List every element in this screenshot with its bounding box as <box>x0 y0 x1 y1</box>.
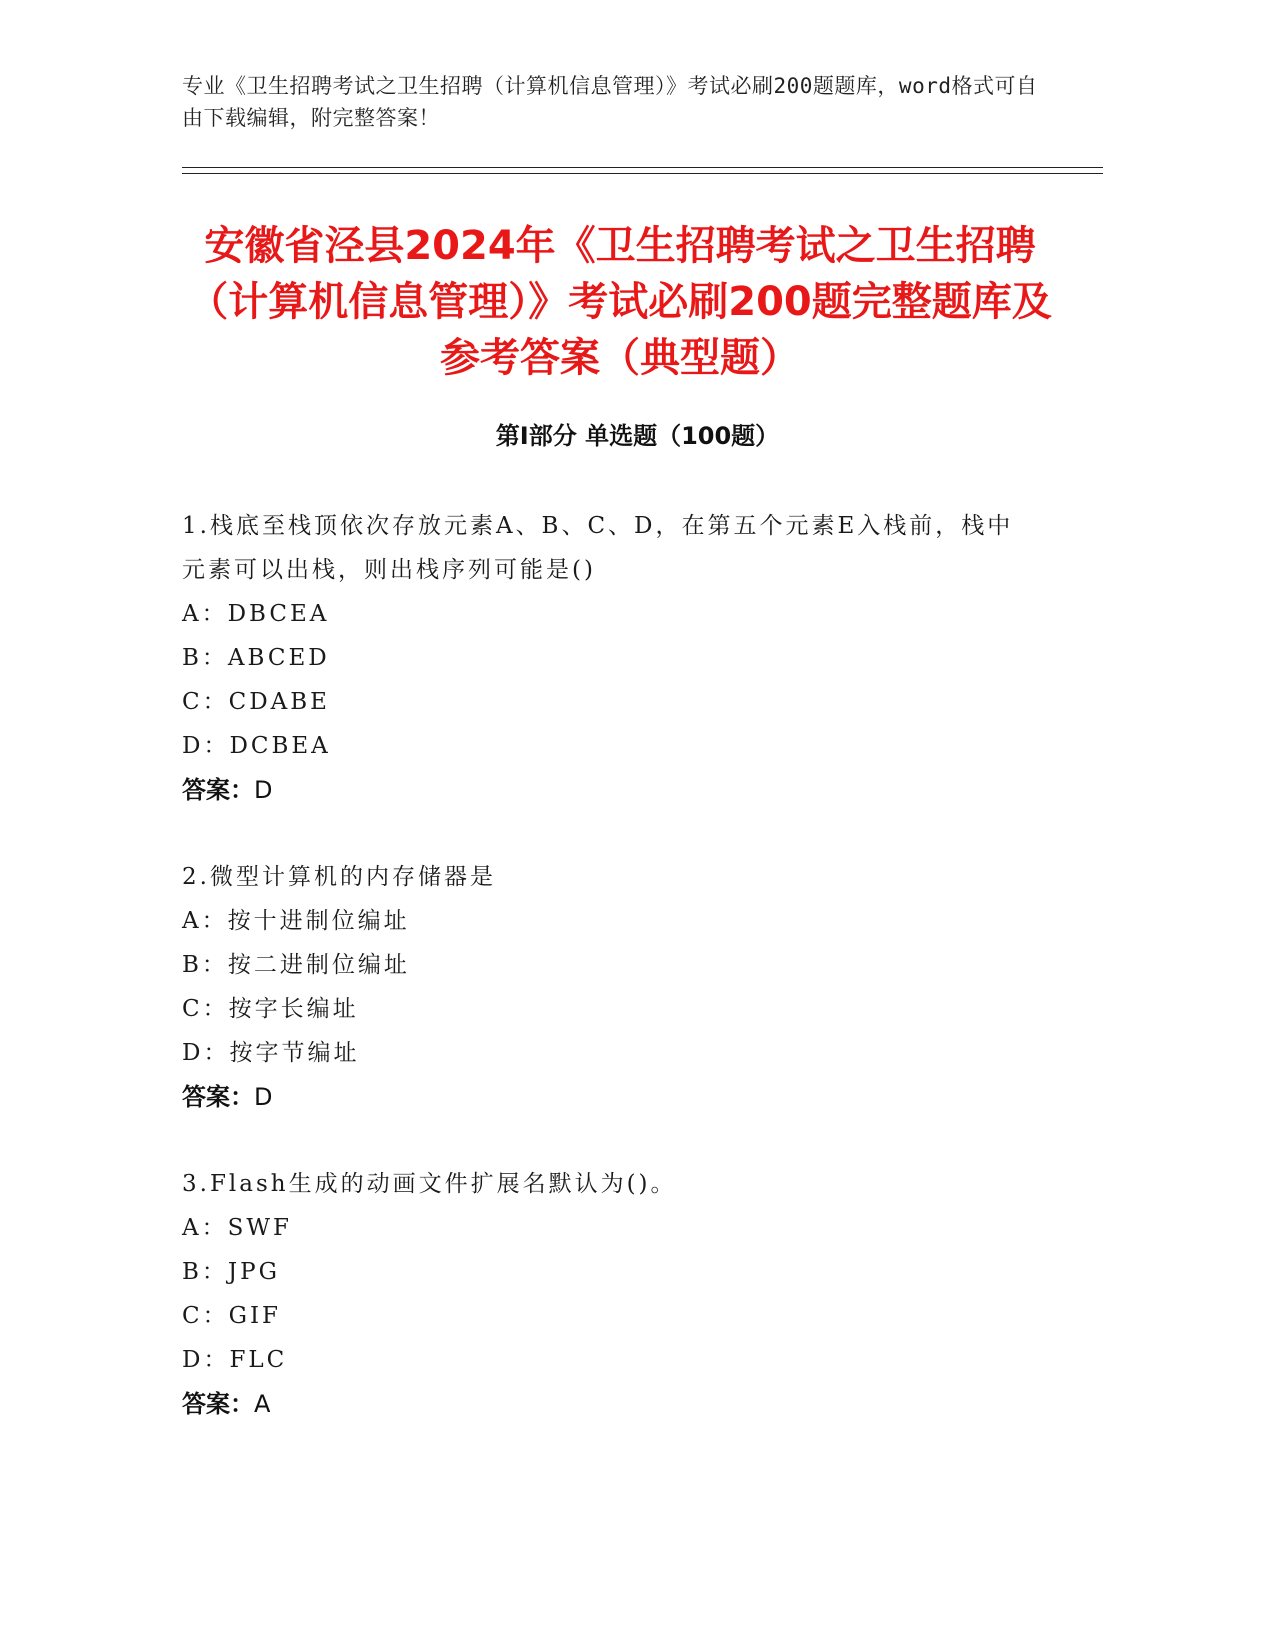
question-stem: 3.Flash生成的动画文件扩展名默认为()。 <box>182 1171 677 1197</box>
option-c: C：CDABE <box>182 689 330 715</box>
header-rule-bottom <box>182 173 1103 174</box>
option-a: A：SWF <box>182 1215 292 1241</box>
option-d: D：DCBEA <box>182 733 331 759</box>
answer-label: 答案： <box>182 1083 254 1111</box>
header-rule-top <box>182 167 1103 168</box>
option-b: B：按二进制位编址 <box>182 952 410 978</box>
answer-line <box>182 1075 1032 1119</box>
section-heading: 第I部分 单选题（100题） <box>495 422 780 450</box>
header-note: 专业《卫生招聘考试之卫生招聘（计算机信息管理）》考试必刷200题题库，word格式可自由下载编辑，附完整答案！ <box>182 74 1038 130</box>
option-b: B：ABCED <box>182 645 330 671</box>
question-list <box>182 504 1032 1469</box>
question-3 <box>182 1162 1032 1426</box>
answer-value: D <box>254 1083 273 1111</box>
question-2 <box>182 855 1032 1119</box>
answer-label: 答案： <box>182 776 254 804</box>
option-d: D：按字节编址 <box>182 1040 360 1066</box>
question-stem: 1.栈底至栈顶依次存放元素A、B、C、D，在第五个元素E入栈前，栈中元素可以出栈，则出栈序列可能是() <box>182 513 1014 583</box>
option-c: C：按字长编址 <box>182 996 359 1022</box>
option-c: C：GIF <box>182 1303 282 1329</box>
question-stem: 2.微型计算机的内存储器是 <box>182 864 496 890</box>
answer-line <box>182 768 1032 812</box>
answer-label: 答案： <box>182 1390 254 1418</box>
document-title: 安徽省泾县2024年《卫生招聘考试之卫生招聘（计算机信息管理）》考试必刷200题完整题库及参考答案（典型题） <box>188 223 1052 381</box>
option-d: D：FLC <box>182 1347 288 1373</box>
option-b: B：JPG <box>182 1259 280 1285</box>
option-a: A：按十进制位编址 <box>182 908 410 934</box>
answer-value: A <box>254 1390 271 1418</box>
option-a: A：DBCEA <box>182 601 330 627</box>
answer-value: D <box>254 776 273 804</box>
answer-line <box>182 1382 1032 1426</box>
question-1 <box>182 504 1032 812</box>
